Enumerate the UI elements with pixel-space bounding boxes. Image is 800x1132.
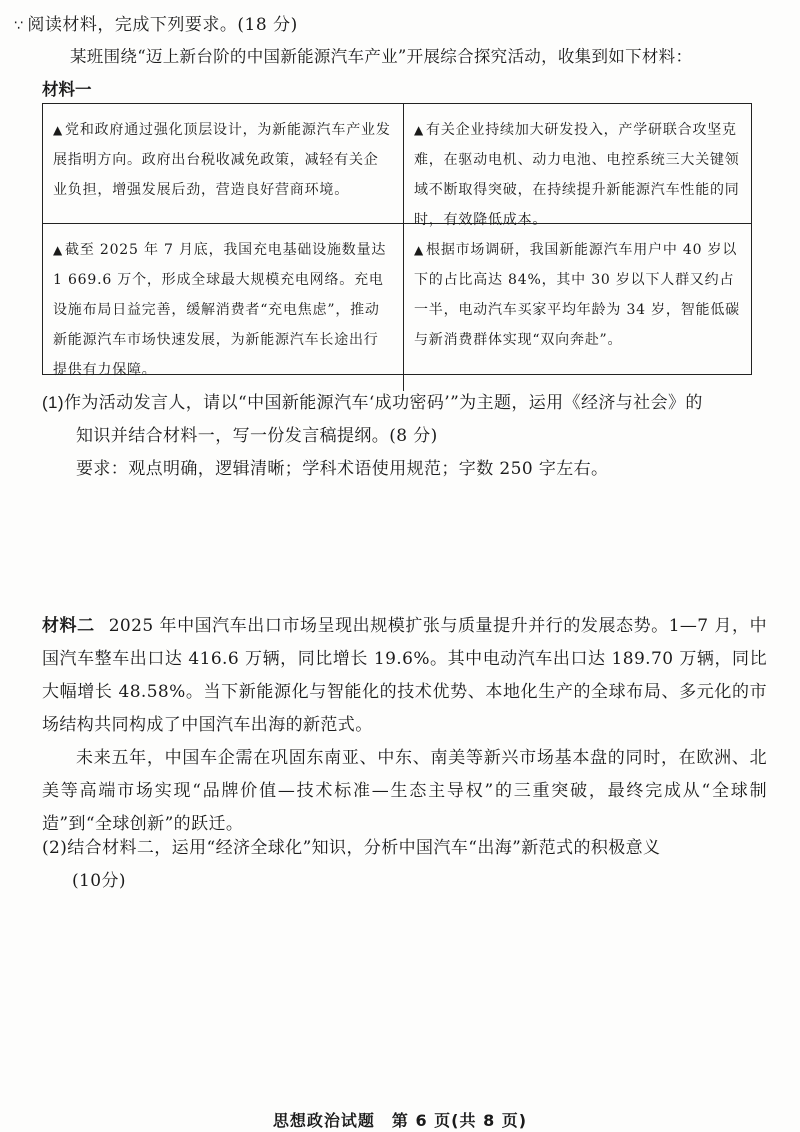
question-1-line2: 知识并结合材料一，写一份发言稿提纲。(8 分) (76, 426, 438, 446)
question-2-score: (10分) (72, 871, 126, 891)
triangle-icon: ▲ (53, 243, 64, 257)
material2-label: 材料二 (42, 616, 95, 636)
material1-cell: ▲ 有关企业持续加大研发投入，产学研联合攻坚克难，在驱动电机、动力电池、电控系统三大关键领域不断取得突破，在持续提升新能源汽车性能的同时，有效降低成本。 (404, 104, 751, 224)
material1-table (42, 103, 752, 378)
material1-label: 材料一 (42, 80, 92, 99)
material2-paragraph2: 未来五年，中国车企需在巩固东南亚、中东、南美等新兴市场基本盘的同时，在欧洲、北美等高端市场实现“品牌价值—技术标准—生态主导权”的三重突破，最终完成从“全球制造”到“全球创新”的跃迁。 (42, 748, 767, 834)
question-1-number: (1) (42, 393, 64, 412)
triangle-icon: ▲ (414, 243, 425, 257)
question-2-text: 结合材料二，运用“经济全球化”知识，分析中国汽车“出海”新范式的积极意义 (67, 838, 661, 858)
material1-cell: ▲ 党和政府通过强化顶层设计，为新能源汽车产业发展指明方向。政府出台税收减免政策，减轻有关企业负担，增强发展后劲，营造良好营商环境。 (43, 104, 404, 224)
bullet-marker: ∵ (14, 18, 24, 34)
page-footer: 思想政治试题 第 6 页(共 8 页) (272, 1111, 528, 1130)
question-2-number: (2) (42, 838, 68, 858)
material1-cell: ▲ 截至 2025 年 7 月底，我国充电基础设施数量达 1 669.6 万个，形成全球最大规模充电网络。充电设施布局日益完善，缓解消费者“充电焦虑”，推动新能源汽车市场快速发展，为新能源汽车长途出行提供有力保障。 (43, 224, 404, 391)
material2 (42, 610, 767, 841)
material1-cell: ▲ 根据市场调研，我国新能源汽车用户中 40 岁以下的占比高达 84%，其中 30 岁以下人群又约占一半，电动汽车买家平均年龄为 34 岁，智能低碳与新消费群体实现“双向奔赴”。 (414, 242, 740, 348)
material2-paragraph1: 2025 年中国汽车出口市场呈现出规模扩张与质量提升并行的发展态势。1—7 月，中国汽车整车出口达 416.6 万辆，同比增长 19.6%。其中电动汽车出口达 189.70 万辆，同比大幅增长 48.58%。当下新能源化与智能化的技术优势、本地化生产的全球布局、多元化的市场结构共同构成了中国汽车出海的新范式。 (42, 616, 768, 735)
question-1-line1: 作为活动发言人，请以“中国新能源汽车‘成功密码’”为主题，运用《经济与社会》的 (63, 393, 703, 413)
question-1-requirement: 要求：观点明确，逻辑清晰；学科术语使用规范；字数 250 字左右。 (76, 459, 609, 479)
question-2 (42, 832, 767, 898)
question-intro: 某班围绕“迈上新台阶的中国新能源汽车产业”开展综合探究活动，收集到如下材料： (70, 47, 693, 66)
triangle-icon: ▲ (414, 123, 425, 137)
triangle-icon: ▲ (53, 123, 64, 137)
question-1 (42, 386, 762, 486)
question-heading: ∵ 阅读材料，完成下列要求。(18 分) (14, 15, 298, 35)
